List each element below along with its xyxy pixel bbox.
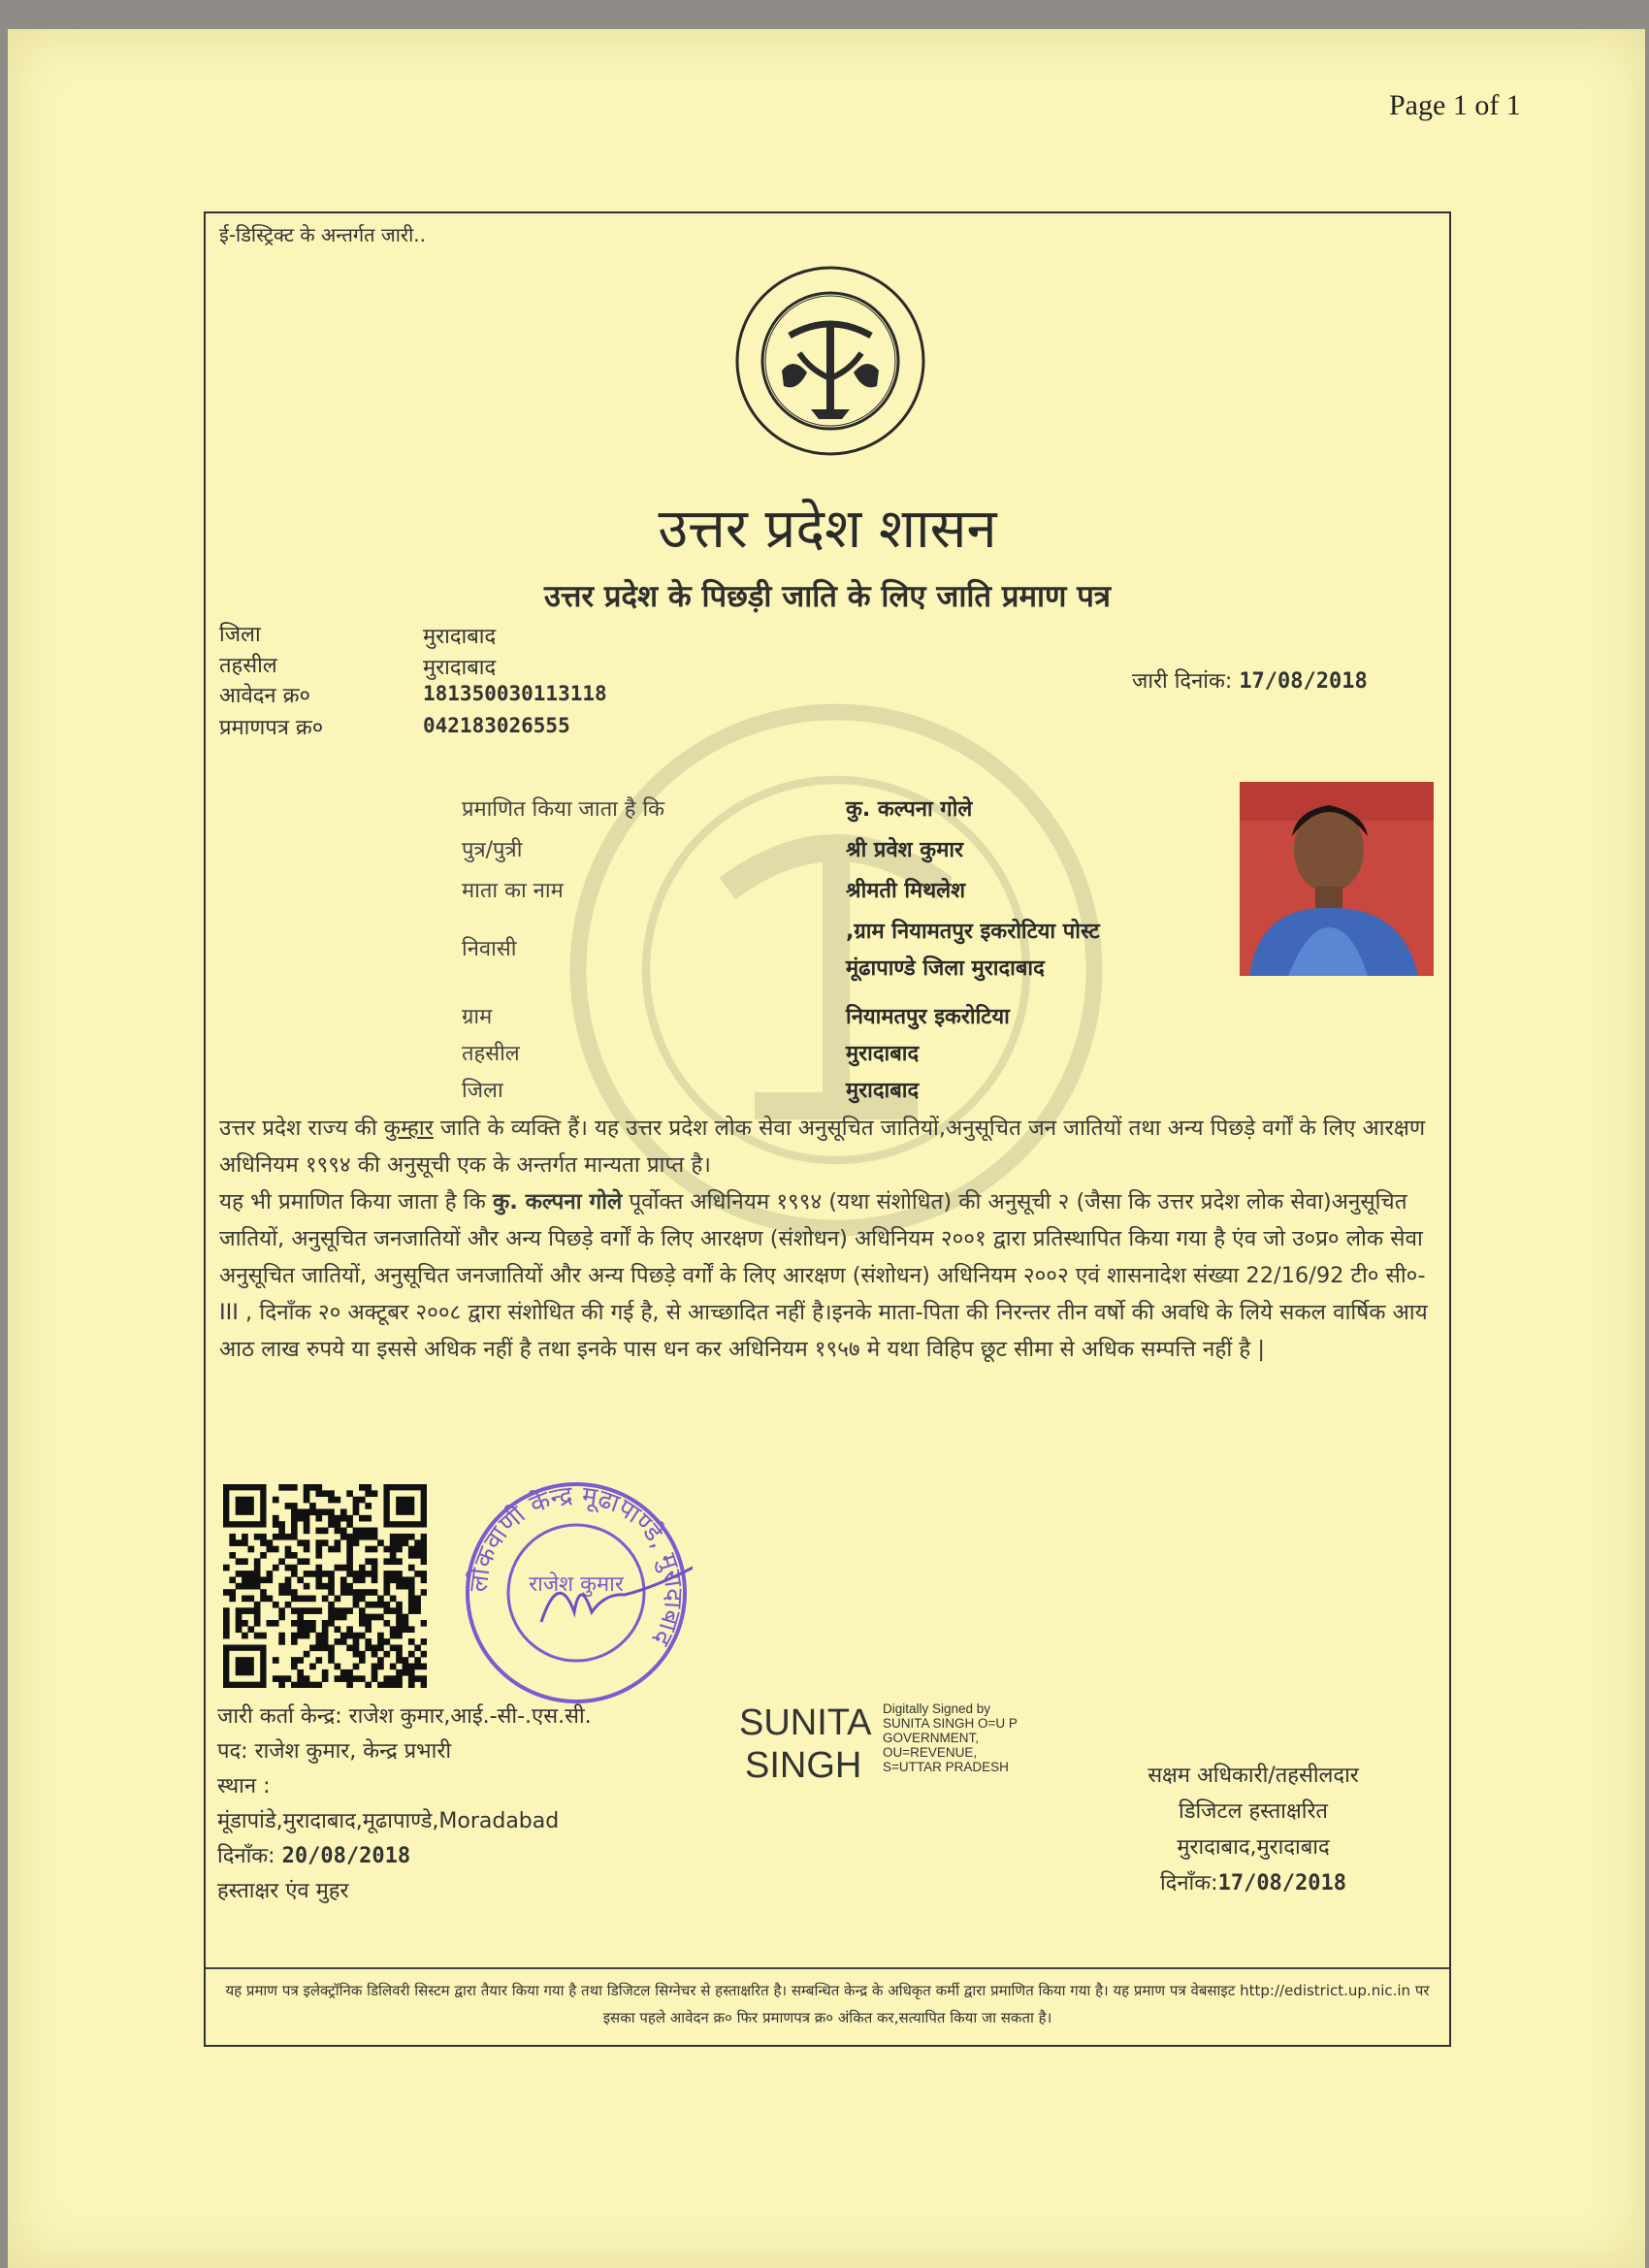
signer-last-name: SINGH xyxy=(745,1745,862,1786)
svg-text:लोकवाणी केन्द्र मूंढापाण्डे, म xyxy=(463,1481,688,1651)
person-value-mother: श्रीमती मिथलेश xyxy=(846,879,966,903)
issuer-date xyxy=(217,1839,592,1874)
authority-title: सक्षम अधिकारी/तहसीलदार xyxy=(1148,1764,1359,1788)
up-government-emblem-icon xyxy=(733,264,927,458)
page-number: Page 1 of 1 xyxy=(1389,89,1521,121)
certificate-title: उत्तर प्रदेश शासन xyxy=(658,498,997,561)
person-value-father: श्री प्रवेश कुमार xyxy=(846,838,964,862)
intro-note: ई-डिस्ट्रिक्ट के अन्तर्गत जारी.. xyxy=(219,223,426,246)
person-label-child-of: पुत्र/पुत्री xyxy=(462,838,523,862)
signature-detail-line: Digitally Signed by xyxy=(883,1701,991,1716)
stamp-center-text: राजेश कुमार xyxy=(529,1572,624,1597)
meta-value-tehsil: मुरादाबाद xyxy=(423,656,497,680)
signer-first-name: SUNITA xyxy=(739,1702,872,1743)
meta-label-certificate-no: प्रमाणपत्र क्र० xyxy=(219,716,324,740)
issuer-sign-label: हस्ताक्षर एंव मुहर xyxy=(217,1879,349,1903)
certificate-subtitle: उत्तर प्रदेश के पिछड़ी जाति के लिए जाति प्रमाण पत्र xyxy=(544,579,1111,614)
authority-block xyxy=(1050,1758,1457,1901)
paragraph2-text-start: यह भी प्रमाणित किया जाता है कि xyxy=(219,1189,493,1215)
applicant-photo xyxy=(1240,782,1434,976)
issuer-place-label: स्थान : xyxy=(217,1774,271,1798)
person-label-village: ग्राम xyxy=(462,1005,493,1029)
digital-signature-details xyxy=(883,1701,1018,1774)
person-label-certified: प्रमाणित किया जाता है कि xyxy=(462,797,665,822)
signature-detail-line: OU=REVENUE, xyxy=(883,1745,978,1760)
certification-paragraph-caste xyxy=(219,1110,1441,1183)
person-value-tehsil: मुरादाबाद xyxy=(846,1042,920,1066)
paragraph1-text-end: जाति के व्यक्ति हैं। यह उत्तर प्रदेश लोक सेवा अनुसूचित जातियों,अनुसूचित जन जातियों तथा अन्य पिछड़े वर्गों के लिए आरक्षण अधिनियम १९९४ की अनुसूची एक के अन्तर्गत मान्यता प्राप्त है। xyxy=(219,1116,1426,1178)
footer-divider xyxy=(206,1967,1449,1969)
meta-label-district: जिला xyxy=(219,623,261,647)
authority-date-value: 17/08/2018 xyxy=(1217,1871,1347,1895)
meta-label-application-no: आवेदन क्र० xyxy=(219,684,310,708)
meta-label-tehsil: तहसील xyxy=(219,654,277,678)
authority-date-label: दिनाँक: xyxy=(1159,1871,1218,1895)
person-label-tehsil: तहसील xyxy=(462,1042,520,1066)
certificate-frame xyxy=(204,211,1451,2047)
verification-qr-code xyxy=(223,1484,427,1688)
person-label-resident: निवासी xyxy=(462,937,517,961)
lokvani-kendra-stamp xyxy=(460,1476,693,1709)
issuer-place: मूंडापांडे,मुरादाबाद,मूढापाण्डे,Moradabad xyxy=(217,1809,560,1833)
paragraph2-person-name: कु. कल्पना गोले xyxy=(492,1189,623,1215)
person-value-village: नियामतपुर इकरोटिया xyxy=(846,1005,1010,1029)
issuer-block xyxy=(217,1700,592,1909)
meta-value-application-no: 181350030113118 xyxy=(423,682,607,705)
person-value-district: मुरादाबाद xyxy=(846,1079,920,1103)
person-value-name: कु. कल्पना गोले xyxy=(846,797,973,822)
person-label-district: जिला xyxy=(462,1079,503,1103)
issuer-date-label: दिनाँक: xyxy=(217,1844,275,1868)
signature-detail-line: SUNITA SINGH O=U P xyxy=(883,1716,1018,1731)
issuer-date-value: 20/08/2018 xyxy=(281,1844,411,1868)
signature-detail-line: GOVERNMENT, xyxy=(883,1731,980,1745)
issue-date-label: जारी दिनांक: xyxy=(1132,669,1233,694)
authority-date xyxy=(1050,1865,1457,1901)
issuer-center: जारी कर्ता केन्द्र: राजेश कुमार,आई.-सी-.एस.सी. xyxy=(217,1704,592,1729)
person-label-mother: माता का नाम xyxy=(462,879,564,903)
stamp-ring-text: लोकवाणी केन्द्र मूंढापाण्डे, मुरादाबाद xyxy=(464,1480,689,1651)
person-value-address-line2: मूंढापाण्डे जिला मुरादाबाद xyxy=(846,956,1045,981)
issue-date xyxy=(1132,665,1368,695)
meta-value-district: मुरादाबाद xyxy=(423,625,497,649)
authority-place: मुरादाबाद,मुरादाबाद xyxy=(1177,1835,1330,1860)
paragraph2-text-end: पूर्वोक्त अधिनियम १९९४ (यथा संशोधित) की अनुसूची २ (जैसा कि उत्तर प्रदेश लोक सेवा)अनुसूचित जातियों, अनुसूचित जनजातियों और अन्य पिछड़े वर्गों के लिए आरक्षण (संशोधन) अधिनियम २००१ द्वारा प्रतिस्थापित किया गया है एंव जो उ०प्र० लोक सेवा अनुसूचित जातियों, अनुसूचित जनजातियों और अन्य पिछड़े वर्गों के लिए आरक्षण (संशोधन) अधिनियम २००२ एवं शासनादेश संख्या 22/16/92 टी० सी०-III , दिनाँक २० अक्टूबर २००८ द्वारा संशोधित की गई है, से आच्छादित नहीं है।इनके माता-पिता की निरन्तर तीन वर्षो की अवधि के लिये सकल वार्षिक आय आठ लाख रुपये या इससे अधिक नहीं है तथा इनके पास धन कर अधिनियम १९५७ मे यथा विहिप छूट सीमा से अधिक सम्पत्ति नहीं है | xyxy=(219,1189,1428,1362)
paragraph1-text-start: उत्तर प्रदेश राज्य की xyxy=(219,1116,384,1141)
digital-signer-name xyxy=(739,1701,872,1787)
person-value-address-line1: ,ग्राम नियामतपुर इकरोटिया पोस्ट xyxy=(846,920,1100,944)
issuer-post: पद: राजेश कुमार, केन्द्र प्रभारी xyxy=(217,1739,452,1764)
certification-paragraph-act xyxy=(219,1183,1441,1368)
caste-name: कुम्हार xyxy=(383,1116,434,1141)
issue-date-value: 17/08/2018 xyxy=(1239,669,1368,694)
signature-detail-line: S=UTTAR PRADESH xyxy=(883,1760,1009,1774)
meta-value-certificate-no: 042183026555 xyxy=(423,714,570,737)
footer-note: यह प्रमाण पत्र इलेक्ट्रॉनिक डिलिवरी सिस्टम द्वारा तैयार किया गया है तथा डिजिटल सिग्नेचर से हस्ताक्षरित है। सम्बन्धित केन्द्र के अधिकृत कर्मी द्वारा प्रमाणित किया गया है। यह प्रमाण पत्र वेबसाइट http://edistrict.up.nic.in पर इसका पहले आवेदन क्र० फिर प्रमाणपत्र क्र० अंकित कर,सत्यापित किया जा सकता है। xyxy=(225,1982,1430,2026)
certificate-sheet xyxy=(8,29,1645,2268)
authority-digitally-signed: डिजिटल हस्ताक्षरित xyxy=(1179,1799,1328,1824)
